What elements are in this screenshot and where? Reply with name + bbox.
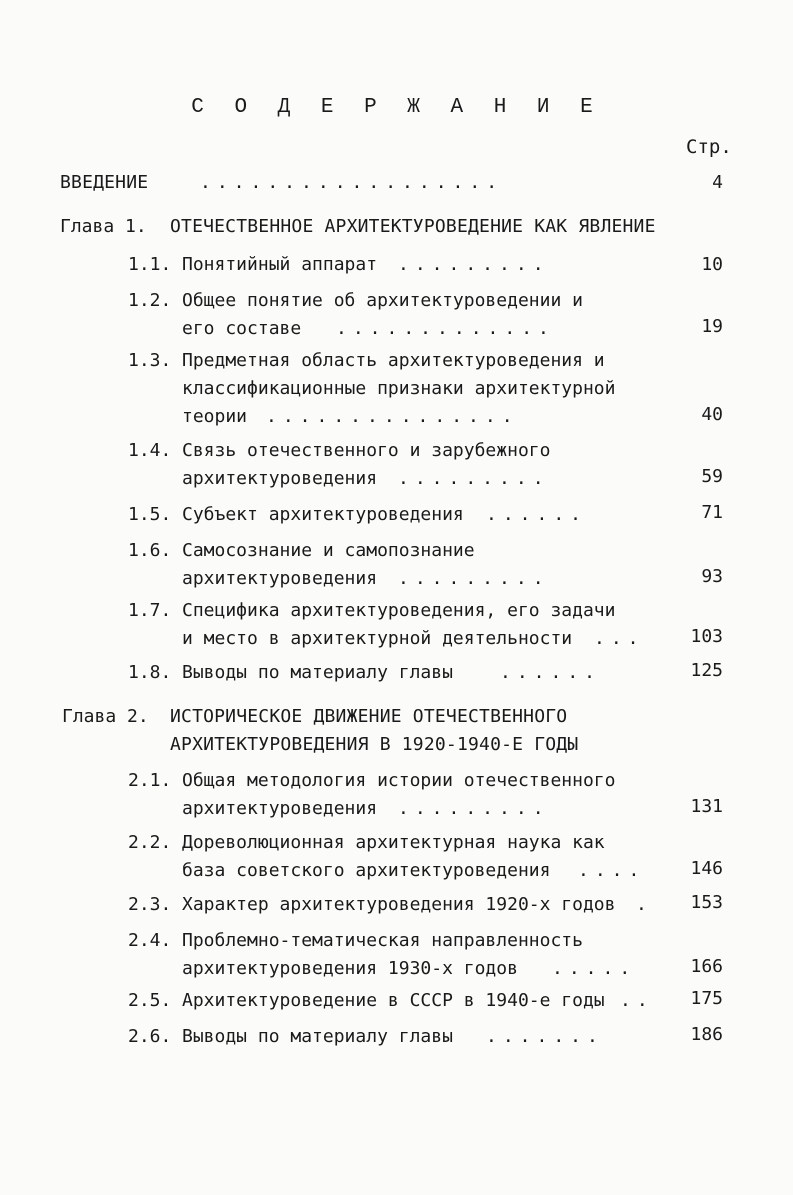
leader-dots: .................. (200, 172, 504, 193)
leader-dots: ....... (486, 1026, 604, 1047)
section-page: 19 (701, 316, 723, 337)
chapter-2-title-cont: АРХИТЕКТУРОВЕДЕНИЯ В 1920-1940-Е ГОДЫ (170, 734, 579, 755)
section-number: 2.2. (128, 832, 172, 853)
section-number: 1.8. (128, 662, 172, 683)
section-title-cont: его составе (182, 318, 302, 339)
section-number: 1.4. (128, 440, 172, 461)
section-page: 71 (701, 502, 723, 523)
section-title: Предметная область архитектуроведения и (182, 350, 605, 371)
section-number: 1.1. (128, 254, 172, 275)
section-title: Самосознание и самопознание (182, 540, 475, 561)
section-title: Характер архитектуроведения 1920-х годов (182, 894, 616, 915)
section-number: 1.7. (128, 600, 172, 621)
section-number: 1.6. (128, 540, 172, 561)
section-page: 153 (690, 892, 723, 913)
leader-dots: ...... (486, 504, 588, 525)
leader-dots: ......... (398, 254, 550, 275)
leader-dots: .... (578, 860, 646, 881)
section-title-cont: архитектуроведения (182, 468, 378, 489)
leader-dots: ......... (398, 568, 550, 589)
leader-dots: ............... (266, 406, 519, 427)
leader-dots: ............. (336, 318, 555, 339)
section-title-cont: архитектуроведения (182, 568, 378, 589)
chapter-1-title: ОТЕЧЕСТВЕННОЕ АРХИТЕКТУРОВЕДЕНИЕ КАК ЯВЛЕНИЕ (170, 216, 656, 237)
section-page: 131 (690, 796, 723, 817)
leader-dots: ...... (500, 662, 602, 683)
leader-dots: ......... (398, 468, 550, 489)
section-title: Дореволюционная архитектурная наука как (182, 832, 605, 853)
section-title: Проблемно-тематическая направленность (182, 930, 583, 951)
section-title-cont: и место в архитектурной деятельности (182, 628, 573, 649)
leader-dots: .. (620, 990, 654, 1011)
page-title: С О Д Е Р Ж А Н И Е (191, 96, 602, 119)
section-title: Связь отечественного и зарубежного (182, 440, 551, 461)
section-page: 103 (690, 626, 723, 647)
section-number: 2.6. (128, 1026, 172, 1047)
section-title: Специфика архитектуроведения, его задачи (182, 600, 616, 621)
section-title-cont: архитектуроведения 1930-х годов (182, 958, 518, 979)
section-title-cont: классификационные признаки архитектурной (182, 378, 616, 399)
section-title-cont: база советского архитектуроведения (182, 860, 551, 881)
chapter-2-label: Глава 2. (62, 706, 149, 727)
section-number: 2.4. (128, 930, 172, 951)
section-page: 166 (690, 956, 723, 977)
leader-dots: ..... (552, 958, 637, 979)
section-page: 125 (690, 660, 723, 681)
section-page: 175 (690, 988, 723, 1009)
section-number: 2.5. (128, 990, 172, 1011)
section-page: 40 (701, 404, 723, 425)
section-number: 1.2. (128, 290, 172, 311)
section-page: 186 (690, 1024, 723, 1045)
section-page: 146 (690, 858, 723, 879)
intro-page: 4 (712, 172, 723, 193)
section-title: Выводы по материалу главы (182, 1026, 453, 1047)
section-number: 1.3. (128, 350, 172, 371)
section-number: 2.3. (128, 894, 172, 915)
section-title: Выводы по материалу главы (182, 662, 453, 683)
section-title: Архитектуроведение в СССР в 1940-е годы (182, 990, 605, 1011)
section-title-cont: теории (182, 406, 248, 427)
section-page: 59 (701, 466, 723, 487)
section-title: Субъект архитектуроведения (182, 504, 464, 525)
section-title: Общее понятие об архитектуроведении и (182, 290, 583, 311)
section-title: Общая методология истории отечественного (182, 770, 616, 791)
chapter-2-title: ИСТОРИЧЕСКОЕ ДВИЖЕНИЕ ОТЕЧЕСТВЕННОГО (170, 706, 568, 727)
page-column-label: Стр. (686, 136, 732, 158)
section-page: 10 (701, 254, 723, 275)
section-number: 2.1. (128, 770, 172, 791)
section-title: Понятийный аппарат (182, 254, 378, 275)
leader-dots: ......... (398, 798, 550, 819)
leader-dots: . (636, 894, 653, 915)
chapter-1-label: Глава 1. (60, 216, 147, 237)
leader-dots: ... (594, 628, 645, 649)
section-title-cont: архитектуроведения (182, 798, 378, 819)
intro-label: ВВЕДЕНИЕ (60, 172, 149, 193)
section-page: 93 (701, 566, 723, 587)
section-number: 1.5. (128, 504, 172, 525)
